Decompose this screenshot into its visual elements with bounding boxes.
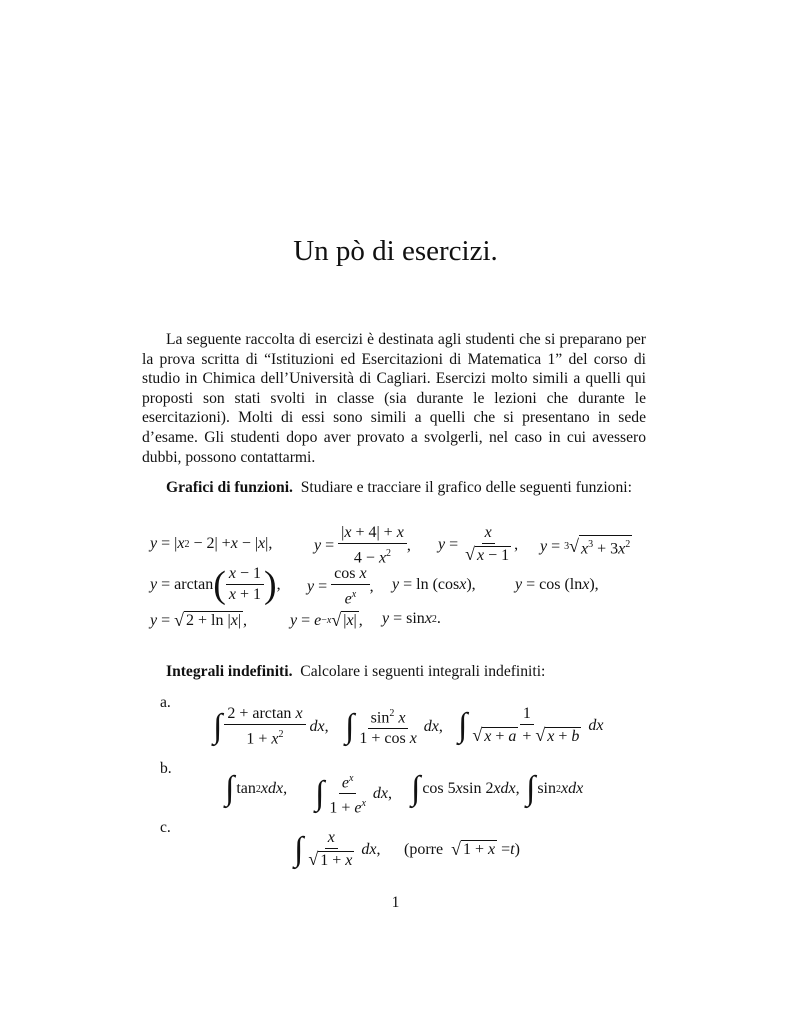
formula-6: y = $\frac{\text{cos x}}{e^x}$ ,: [307, 565, 374, 608]
section-grafici-text: Studiare e tracciare il grafico delle seguenti funzioni:: [300, 479, 632, 496]
formula-9: y = √ 2 + ln |x| ,: [150, 610, 248, 630]
label-b: b.: [160, 760, 172, 777]
integral-b3: ∫ cos 5 x sin 2 xdx ,: [411, 770, 520, 807]
formula-11: y = sin x 2 .: [382, 610, 441, 627]
section-integrali-text: Calcolare i seguenti integrali indefiniti:: [300, 663, 546, 680]
intro-paragraph: La seguente raccolta di esercizi è destinata agli studenti che si preparano per la prova scritta di “Istituzioni ed Esercitazioni di Matematica 1” del corso di studio in Chimica dell’Università di Cagliari. Esercizi molto simili a quelli qui proposti son stati svolti in classe (sia durante le lezioni che durante le esercitazioni). Molti di essi sono simili a quelli che si presentano in sede d’esame. Gli studenti dopo aver provato a svolgerli, nel caso in cui avessero dubbi, possono contattarmi.: [142, 331, 646, 466]
integral-c1: ∫ $\frac{x}{√ 1 + x}$ dx ,: [294, 829, 381, 869]
function-row-1: [0, 524, 791, 568]
label-a: a.: [160, 694, 171, 711]
formula-5: y = arctan ( $\frac{x - 1}{x + 1}$ ) ,: [150, 563, 281, 606]
formula-10: y = e −x √ |x| ,: [290, 610, 363, 630]
integral-b4: ∫ sin 2 xdx: [526, 770, 584, 807]
integral-b1: ∫ tan 2 xdx ,: [225, 770, 288, 807]
integral-a1: ∫ $\frac{\text{2 + arctan x}}{1 + x^2}$ dx ,: [213, 705, 329, 748]
formula-4: y = 3 √ $x^3 + 3x^2$: [540, 536, 631, 558]
formula-3: y = $\frac{x}{√ x - 1}$ ,: [438, 524, 519, 564]
formula-1: y = | x 2 − 2| + x − | x |,: [150, 535, 273, 552]
integral-row-a: [0, 705, 791, 749]
integral-a2: ∫ $\frac{\sin^2 x}{\text{1 + cos x}}$ dx ,: [345, 705, 443, 748]
formula-7: y = ln (cos x ),: [392, 576, 476, 593]
integral-b2: ∫ $\frac{e^x}{1 + e^x}$ dx ,: [315, 770, 392, 818]
integral-row-c: [0, 829, 791, 873]
section-integrali: [142, 662, 646, 682]
integral-c-hint: (porre √ 1 + x = t ): [404, 839, 520, 859]
formula-2: y = $\frac{|x + 4| + x}{4 - x^2}$ ,: [314, 524, 411, 567]
page-number: 1: [391, 894, 400, 911]
label-c: c.: [160, 819, 171, 836]
hint-text: (porre: [404, 840, 444, 858]
integral-row-b: [0, 770, 791, 817]
function-row-3: [0, 602, 791, 638]
section-integrali-heading: Integrali indefiniti.: [166, 663, 293, 680]
page-title: Un pò di esercizi.: [293, 235, 498, 268]
formula-8: y = cos (ln x ),: [515, 576, 599, 593]
integral-a3: ∫ $\frac{1}{√ x + a + √ x + b}$ dx: [458, 705, 604, 745]
section-grafici: [142, 478, 646, 498]
section-grafici-heading: Grafici di funzioni.: [166, 479, 293, 496]
